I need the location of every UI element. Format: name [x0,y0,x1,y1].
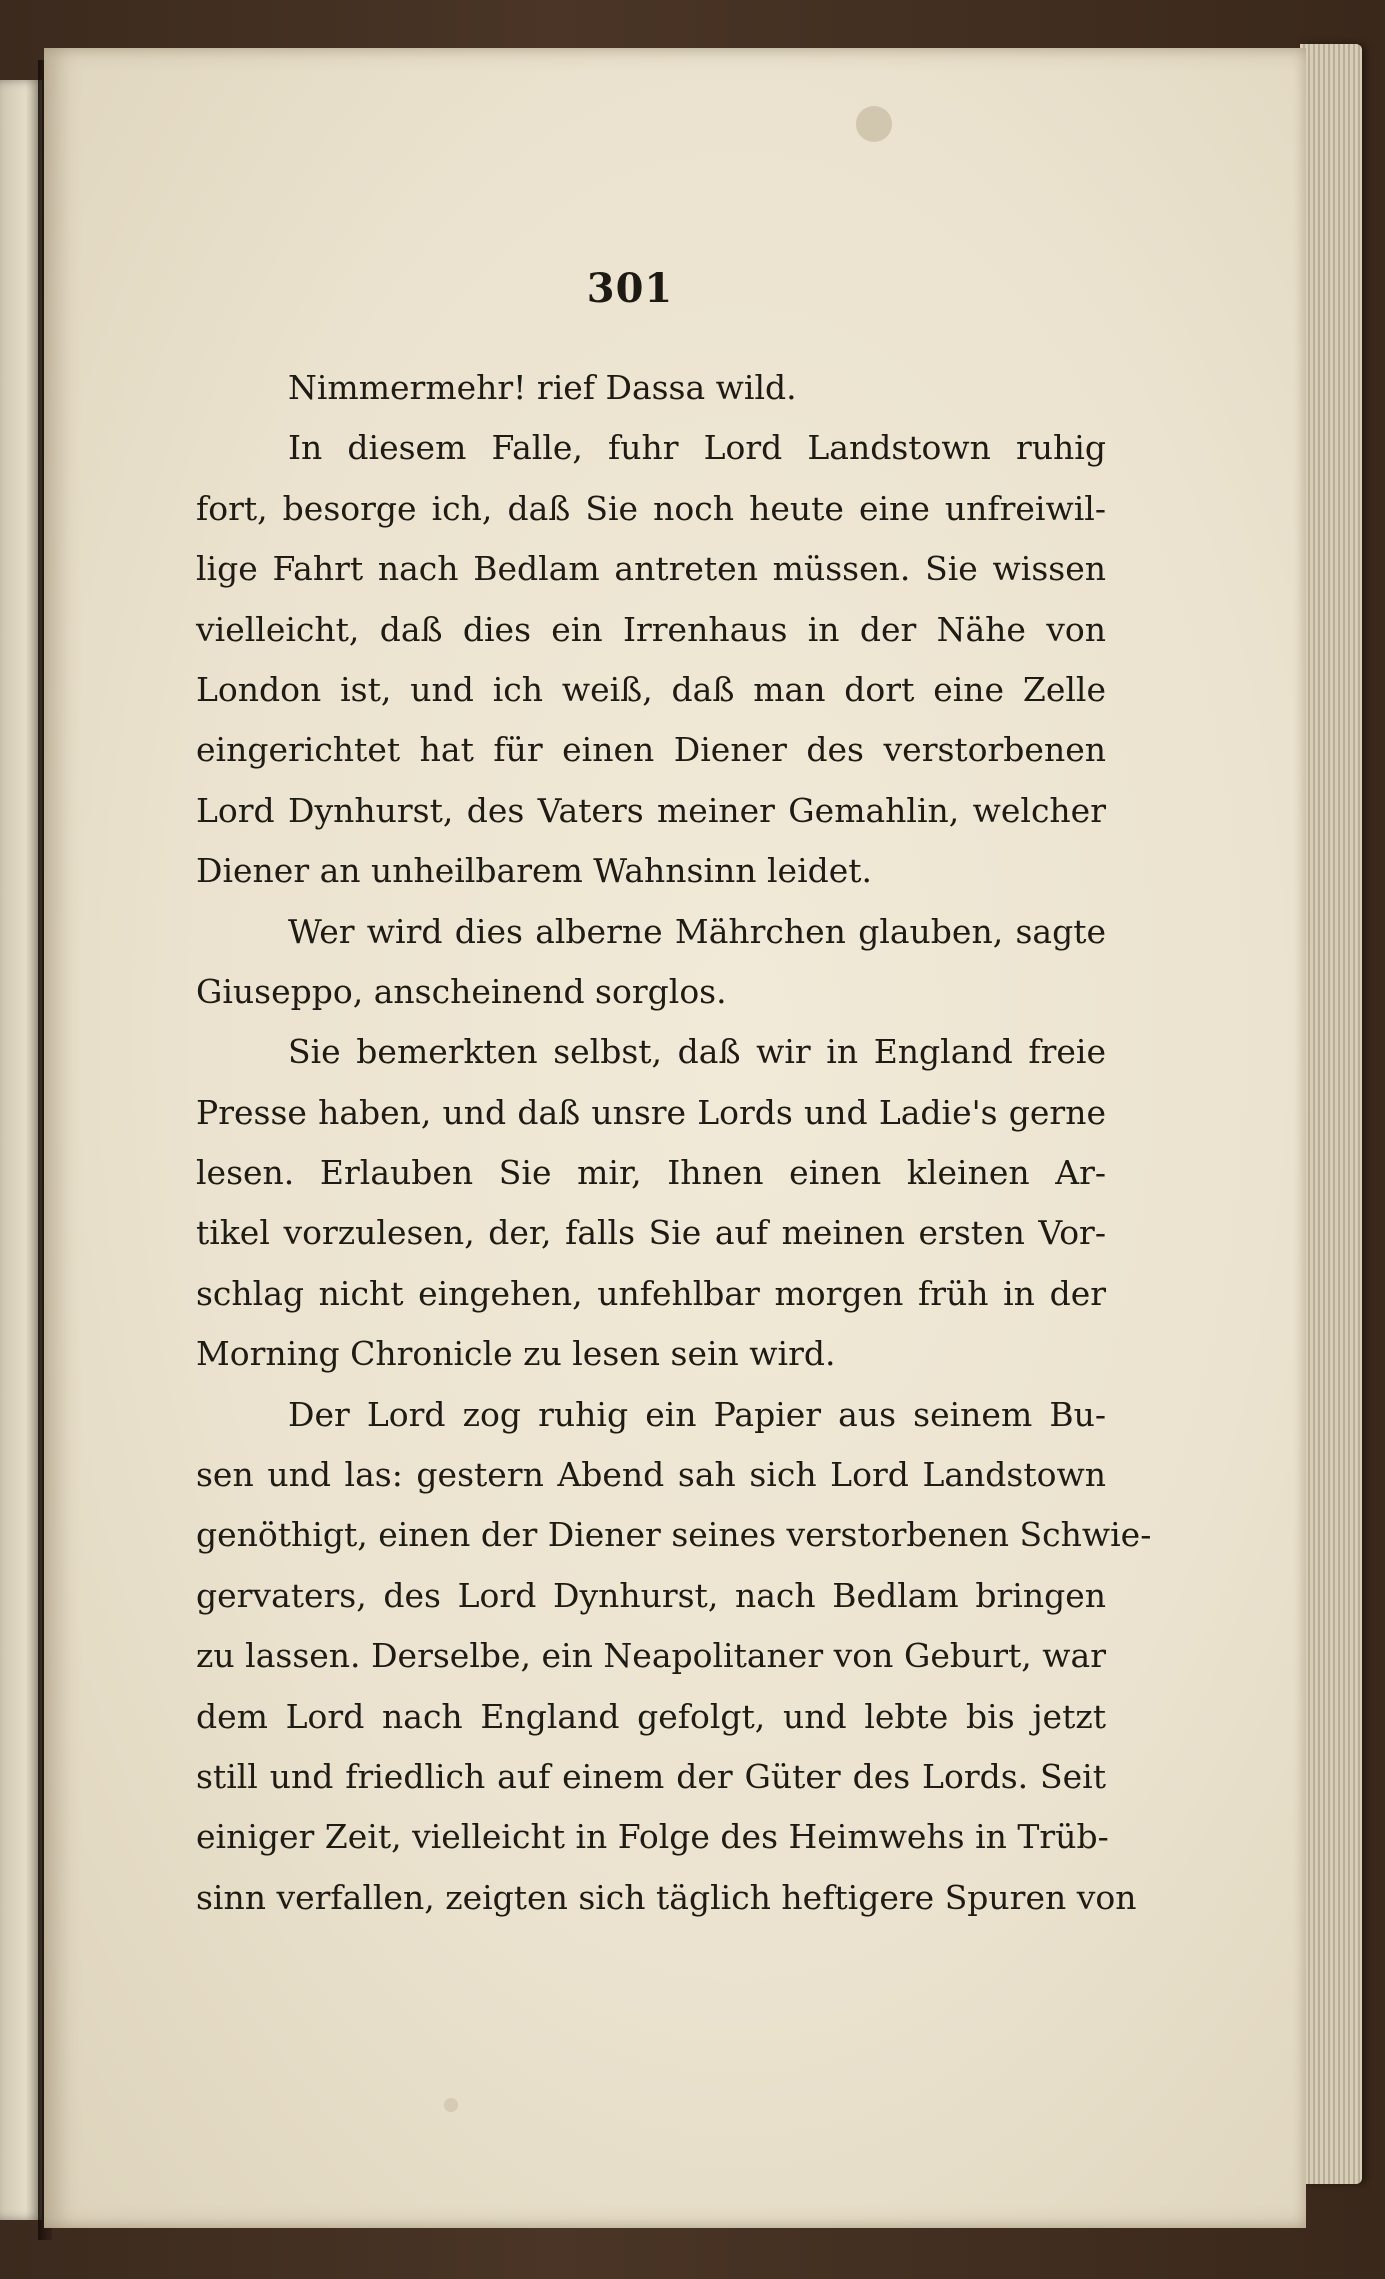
text-line: Diener an unheilbarem Wahnsinn leidet. [196,851,873,891]
text-line: vielleicht, daß dies ein Irrenhaus in der Nähe von [196,609,1106,649]
text-line: sinn verfallen, zeigten sich täglich heftigere Spuren von [196,1877,1137,1917]
stain-mark [856,106,892,142]
text-line: Wer wird dies alberne Mährchen glauben, sagte [288,911,1106,951]
text-line: dem Lord nach England gefolgt, und lebte bis jetzt [196,1696,1106,1736]
text-line: Nimmermehr! rief Dassa wild. [288,368,797,407]
text-line: tikel vorzulesen, der, falls Sie auf meinen ersten Vor- [196,1213,1106,1253]
text-line: still und friedlich auf einem der Güter des Lords. Seit [196,1756,1106,1796]
text-line: eingerichtet hat für einen Diener des verstorbenen [196,730,1106,770]
text-line: sen und las: gestern Abend sah sich Lord Landstown [196,1455,1106,1495]
body-text [196,358,1152,1928]
text-line: Giuseppo, anscheinend sorglos. [196,971,727,1011]
left-page-edge [0,80,42,2220]
text-line: gervaters, des Lord Dynhurst, nach Bedlam bringen [196,1575,1106,1615]
stain-mark [444,2098,458,2112]
text-line: einiger Zeit, vielleicht in Folge des Heimwehs in Trüb- [196,1817,1109,1857]
text-line: Der Lord zog ruhig ein Papier aus seinem Bu- [288,1394,1106,1434]
page-edges [1300,44,1362,2184]
text-line: Sie bemerkten selbst, daß wir in England freie [288,1032,1106,1072]
text-line: lige Fahrt nach Bedlam antreten müssen. Sie wissen [196,549,1106,589]
text-line: genöthigt, einen der Diener seines verstorbenen Schwie- [196,1515,1152,1555]
text-line: London ist, und ich weiß, daß man dort eine Zelle [196,669,1106,709]
text-line: Morning Chronicle zu lesen sein wird. [196,1334,836,1374]
text-line: Lord Dynhurst, des Vaters meiner Gemahlin, welcher [196,790,1106,830]
page-number: 301 [586,265,674,312]
text-line: fort, besorge ich, daß Sie noch heute eine unfreiwil- [196,488,1106,528]
text-line: Presse haben, und daß unsre Lords und Ladie's gerne [196,1092,1106,1132]
text-line: schlag nicht eingehen, unfehlbar morgen früh in der [196,1273,1106,1313]
text-line: zu lassen. Derselbe, ein Neapolitaner von Geburt, war [196,1636,1106,1676]
text-line: lesen. Erlauben Sie mir, Ihnen einen kleinen Ar- [196,1153,1106,1193]
text-line: In diesem Falle, fuhr Lord Landstown ruhig [288,428,1106,468]
